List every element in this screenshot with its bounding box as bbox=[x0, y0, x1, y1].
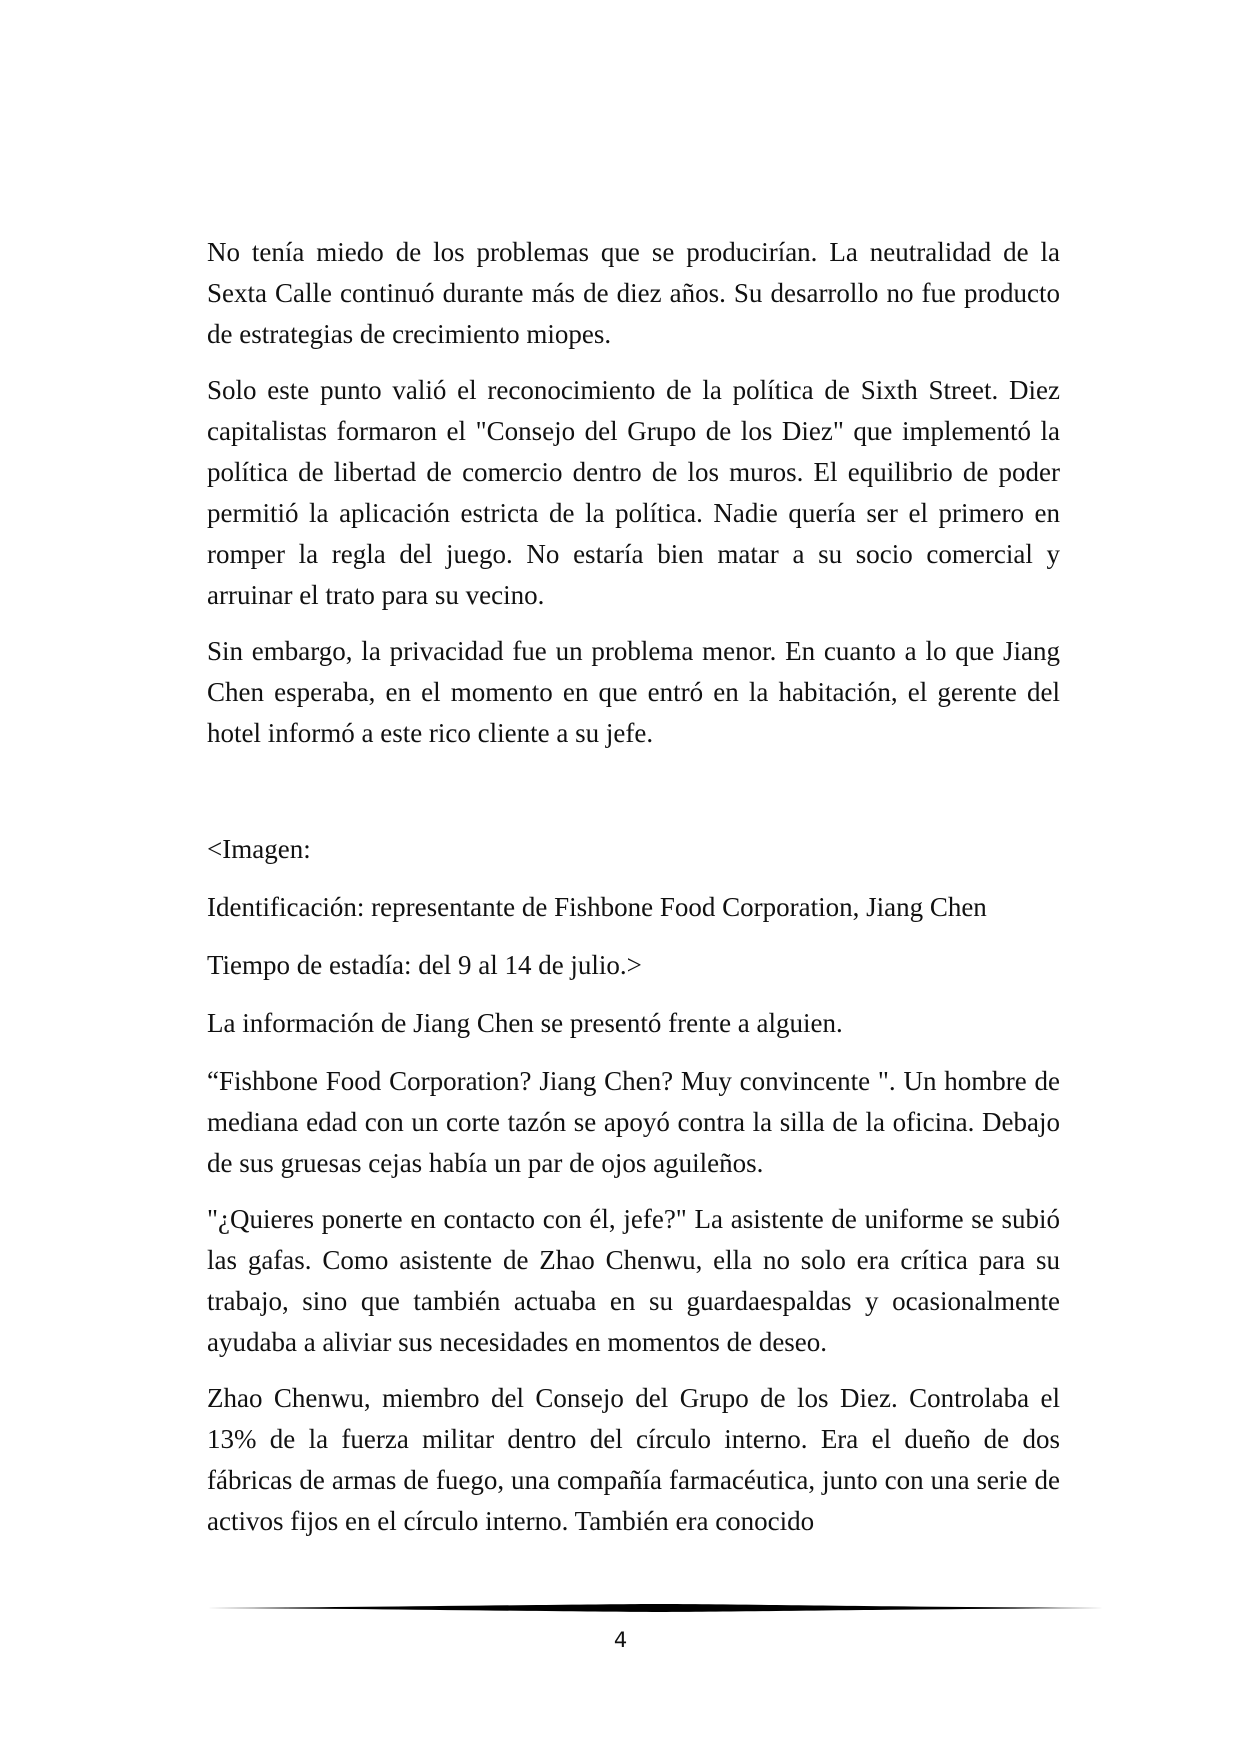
info-line-identification: Identificación: representante de Fishbone Food Corporation, Jiang Chen bbox=[207, 892, 987, 922]
info-line-image: <Imagen: bbox=[207, 834, 311, 864]
paragraph-info-presented: La información de Jiang Chen se presentó frente a alguien. bbox=[207, 1008, 843, 1038]
section-gap bbox=[207, 769, 1060, 829]
info-line-stay: Tiempo de estadía: del 9 al 14 de julio.> bbox=[207, 950, 642, 980]
paragraph-ten-group-council: Solo este punto valió el reconocimiento de la política de Sixth Street. Diez capitalistas formaron el "Consejo del Grupo de los Diez" que implementó la política de libertad de comercio dentro de los muros. El equilibrio de poder permitió la aplicación estricta de la política. Nadie quería ser el primero en romper la regla del juego. No estaría bien matar a su socio comercial y arruinar el trato para su vecino. bbox=[207, 375, 1060, 610]
paragraph-assistant: "¿Quieres ponerte en contacto con él, jefe?" La asistente de uniforme se subió las gafas. Como asistente de Zhao Chenwu, ella no solo era crítica para su trabajo, sino que también actuaba en su guardaespaldas y ocasionalmente ayudaba a aliviar sus necesidades en momentos de deseo. bbox=[207, 1204, 1060, 1357]
paragraph-zhao-chenwu: Zhao Chenwu, miembro del Consejo del Grupo de los Diez. Controlaba el 13% de la fuerza militar dentro del círculo interno. Era el dueño de dos fábricas de armas de fuego, una compañía farmacéutica, junto con una serie de activos fijos en el círculo interno. También era conocido bbox=[207, 1383, 1060, 1536]
footer-divider bbox=[207, 1603, 1104, 1613]
page-number: 4 bbox=[613, 1628, 628, 1652]
paragraph-neutrality: No tenía miedo de los problemas que se producirían. La neutralidad de la Sexta Calle continuó durante más de diez años. Su desarrollo no fue producto de estrategias de crecimiento miopes. bbox=[207, 237, 1060, 349]
page-body bbox=[207, 232, 1060, 1557]
paragraph-privacy: Sin embargo, la privacidad fue un problema menor. En cuanto a lo que Jiang Chen esperaba, en el momento en que entró en la habitación, el gerente del hotel informó a este rico cliente a su jefe. bbox=[207, 636, 1060, 748]
paragraph-middle-aged-man: “Fishbone Food Corporation? Jiang Chen? Muy convincente ". Un hombre de mediana edad con un corte tazón se apoyó contra la silla de la oficina. Debajo de sus gruesas cejas había un par de ojos aguileños. bbox=[207, 1066, 1060, 1178]
